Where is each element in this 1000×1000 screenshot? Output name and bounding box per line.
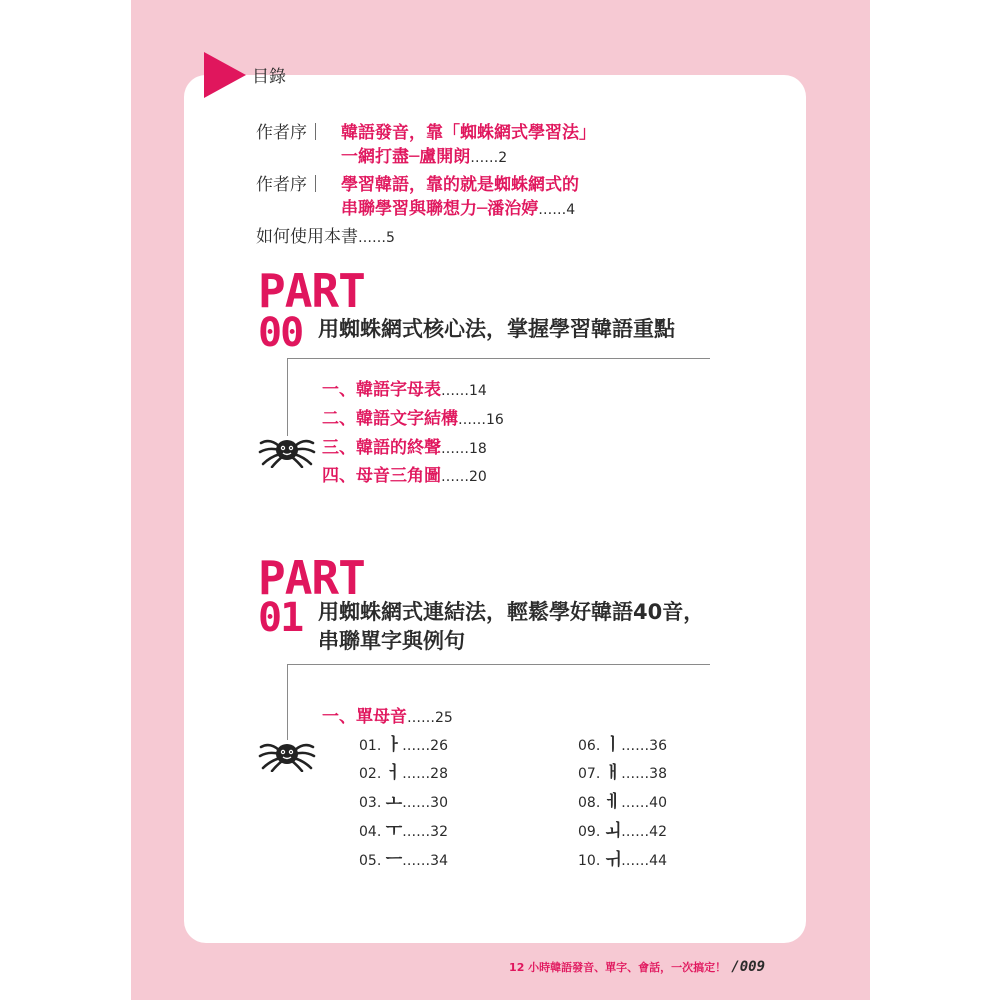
dot-leader: …… [402,766,431,782]
preface-title-line1: 學習韓語，靠的就是蜘蛛網式的 [341,175,579,195]
page-number: 38 [649,766,667,782]
vowel-char: ㅗ [385,792,403,812]
vowel-char: ㅣ [604,735,622,755]
vowel-char: ㅚ [604,821,622,841]
page-number: 5 [386,230,395,246]
page-number: 20 [469,469,487,485]
page-number: 16 [486,412,504,428]
dot-leader: …… [441,469,469,485]
page-number: 32 [430,824,448,840]
part-number: 01 [258,595,303,641]
preface-title-line1: 韓語發音，靠「蜘蛛網式學習法」 [341,123,596,143]
page-number: 44 [649,853,667,869]
vowel-index: 09. [578,824,601,840]
footer-page-number: /009 [731,959,765,975]
part-heading: PART [258,264,365,318]
spider-icon [257,430,317,468]
vowel-char: ㅏ [385,735,403,755]
page-number: 14 [469,383,487,399]
preface-label: 作者序｜ [256,123,324,143]
page-title: 目錄 [252,67,286,87]
vowel-index: 08. [578,795,601,811]
toc-entry [322,463,487,490]
part-title-line1: 用蜘蛛網式連結法，輕鬆學好韓語40音， [318,600,705,624]
vowel-index: 04. [359,824,382,840]
dot-leader: …… [441,441,469,457]
footer-book-title: 12 小時韓語發音、單字、會話，一次搞定！ [509,961,727,974]
vowel-index: 01. [359,738,382,754]
dot-leader: …… [621,738,650,754]
dot-leader: …… [358,230,386,246]
dot-leader: …… [441,383,469,399]
dot-leader: …… [621,795,650,811]
preface-title-text: 串聯學習與聯想力─潘治婷 [341,199,539,219]
page-number: 25 [435,710,453,726]
page-number: 40 [649,795,667,811]
entry-title: 一、韓語字母表 [322,380,441,400]
vowel-char: ㅟ [604,850,622,870]
dot-leader: …… [621,853,650,869]
dot-leader: …… [402,853,431,869]
page-number: 36 [649,738,667,754]
page-number: 18 [469,441,487,457]
vowel-index: 03. [359,795,382,811]
toc-entry [322,435,487,462]
toc-entry [322,377,487,404]
preface-label: 作者序｜ [256,175,324,195]
triangle-marker-icon [204,52,246,98]
vowel-entry [578,735,667,756]
vowel-entry [359,821,448,842]
page-number: 4 [566,202,576,218]
page-number: 42 [649,824,667,840]
entry-title: 四、母音三角圖 [322,466,441,486]
vowel-char: ㅜ [385,821,403,841]
entry-title: 三、韓語的終聲 [322,438,441,458]
dot-leader: …… [402,738,431,754]
page-number: 2 [498,150,508,166]
vowel-index: 06. [578,738,601,754]
part-heading: PART [258,551,365,605]
dot-leader: …… [407,710,435,726]
vowel-index: 05. [359,853,382,869]
section-divider [287,358,710,359]
toc-section-entry [322,704,453,731]
howto-entry [256,224,395,251]
vowel-index: 02. [359,766,382,782]
part-title-line2: 串聯單字與例句 [318,629,465,653]
howto-text: 如何使用本書 [256,227,358,247]
dot-leader: …… [621,766,650,782]
entry-title: 一、單母音 [322,707,407,727]
vowel-index: 07. [578,766,601,782]
spider-thread [287,664,288,740]
page-footer [500,956,765,975]
spider-icon [257,734,317,772]
vowel-entry [359,792,448,813]
vowel-entry [578,792,667,813]
dot-leader: …… [538,202,567,218]
vowel-entry [578,850,667,871]
preface-title-text: 一網打盡─盧開朗 [341,147,471,167]
dot-leader: …… [402,824,431,840]
vowel-char: ㅐ [604,763,622,783]
dot-leader: …… [402,795,431,811]
page-number: 28 [430,766,448,782]
part-title: 用蜘蛛網式核心法，掌握學習韓語重點 [318,317,675,341]
page-number: 30 [430,795,448,811]
page-number: 34 [430,853,448,869]
spider-thread [287,358,288,436]
preface-title-line2 [341,144,507,171]
part-number: 00 [258,310,303,356]
vowel-index: 10. [578,853,601,869]
entry-title: 二、韓語文字結構 [322,409,458,429]
dot-leader: …… [621,824,650,840]
vowel-entry [359,735,448,756]
vowel-entry [578,821,667,842]
dot-leader: …… [470,150,499,166]
vowel-char: ㅔ [604,792,622,812]
toc-entry [322,406,504,433]
vowel-char: ㅡ [385,850,403,870]
vowel-char: ㅓ [385,763,403,783]
page-number: 26 [430,738,448,754]
preface-title-line2 [341,196,575,223]
vowel-entry [359,850,448,871]
section-divider [287,664,710,665]
vowel-entry [578,763,667,784]
dot-leader: …… [458,412,486,428]
vowel-entry [359,763,448,784]
